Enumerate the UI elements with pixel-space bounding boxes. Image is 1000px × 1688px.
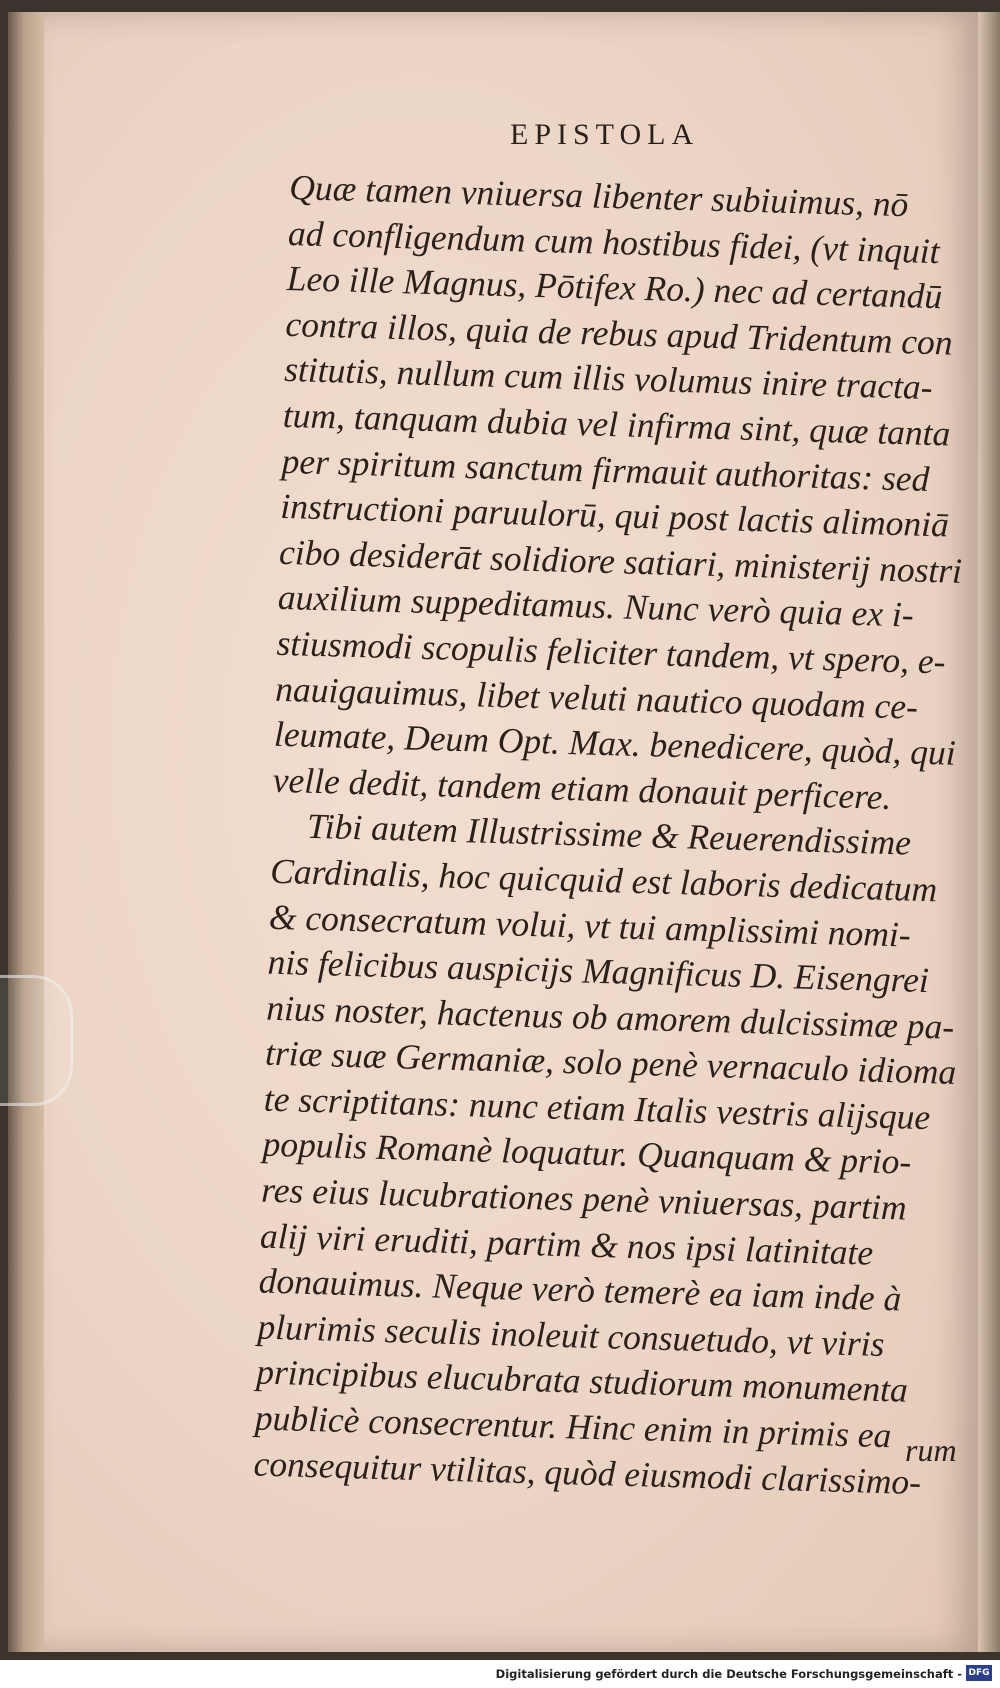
text-line: populis Romanè loquatur. Quanquam & prio-	[262, 1124, 912, 1183]
text-line: publicè consecrentur. Hinc enim in primis ea	[254, 1397, 892, 1456]
text-line: donauimus. Neque verò temerè ea iam inde à	[258, 1260, 902, 1319]
text-line: Leo ille Magnus, Pōtifex Ro.) nec ad certandū	[286, 258, 943, 317]
text-line: te scriptitans: nunc etiam Italis vestris alijsque	[263, 1078, 931, 1138]
page-stack-edge	[8, 12, 48, 1652]
text-line: alij viri eruditi, partim & nos ipsi latinitate	[259, 1215, 874, 1273]
text-line: instructioni paruulorū, qui post lactis alimoniā	[279, 486, 950, 545]
dfg-logo-icon: DFG	[966, 1665, 992, 1681]
text-line: plurimis seculis inoleuit consuetudo, vt viris	[257, 1306, 885, 1364]
catchword: rum	[905, 1432, 957, 1468]
running-header: EPISTOLA	[510, 118, 700, 151]
text-line: contra illos, quia de rebus apud Tridentum con	[285, 303, 954, 363]
page-body	[253, 165, 963, 1505]
text-line: & consecratum volui, vt tui amplissimi nomi-	[268, 896, 912, 955]
text-line: leumate, Deum Opt. Max. benedicere, quòd, qui	[273, 713, 957, 773]
text-line: Cardinalis, hoc quicquid est laboris dedicatum	[269, 850, 938, 910]
text-line: auxilium suppeditamus. Nunc verò quia ex i-	[277, 577, 915, 635]
text-line: nius noster, hactenus ob amorem dulcissimæ pa-	[265, 987, 955, 1047]
text-line: stitutis, nullum cum illis volumus inire tracta-	[283, 349, 934, 408]
text-line: res eius lucubrationes penè vniuersas, partim	[260, 1169, 908, 1228]
text-line: tum, tanquam dubia vel infirma sint, quæ tanta	[282, 394, 951, 454]
text-line: nauigauimus, libet veluti nautico quodam ce-	[274, 668, 919, 727]
text-line: nis felicibus auspicijs Magnificus D. Eisengrei	[267, 941, 930, 1001]
digitization-credit: Digitalisierung gefördert durch die Deutsche Forschungsgemeinschaft -	[495, 1667, 962, 1681]
text-line: triæ suæ Germaniæ, solo penè vernaculo idioma	[264, 1032, 957, 1093]
page-clip	[0, 975, 73, 1106]
text-line: Tibi autem Illustrissime & Reuerendissime	[271, 805, 912, 863]
text-line: Quæ tamen vniuersa libenter subiuimus, nō	[288, 166, 909, 225]
text-line: stiusmodi scopulis feliciter tandem, vt spero, e-	[276, 622, 947, 682]
text-line: ad confligendum cum hostibus fidei, (vt inquit	[287, 212, 941, 271]
text-line: velle dedit, tandem etiam donauit perficere.	[272, 759, 892, 817]
text-line: principibus elucubrata studiorum monumenta	[255, 1351, 909, 1411]
facing-page-edge	[978, 12, 1000, 1652]
text-line: per spiritum sanctum firmauit authoritas: sed	[281, 440, 930, 499]
text-line: cibo desiderāt solidiore satiari, ministerij nostri	[278, 531, 963, 591]
text-line: consequitur vtilitas, quòd eiusmodi clarissimo-	[253, 1443, 922, 1502]
